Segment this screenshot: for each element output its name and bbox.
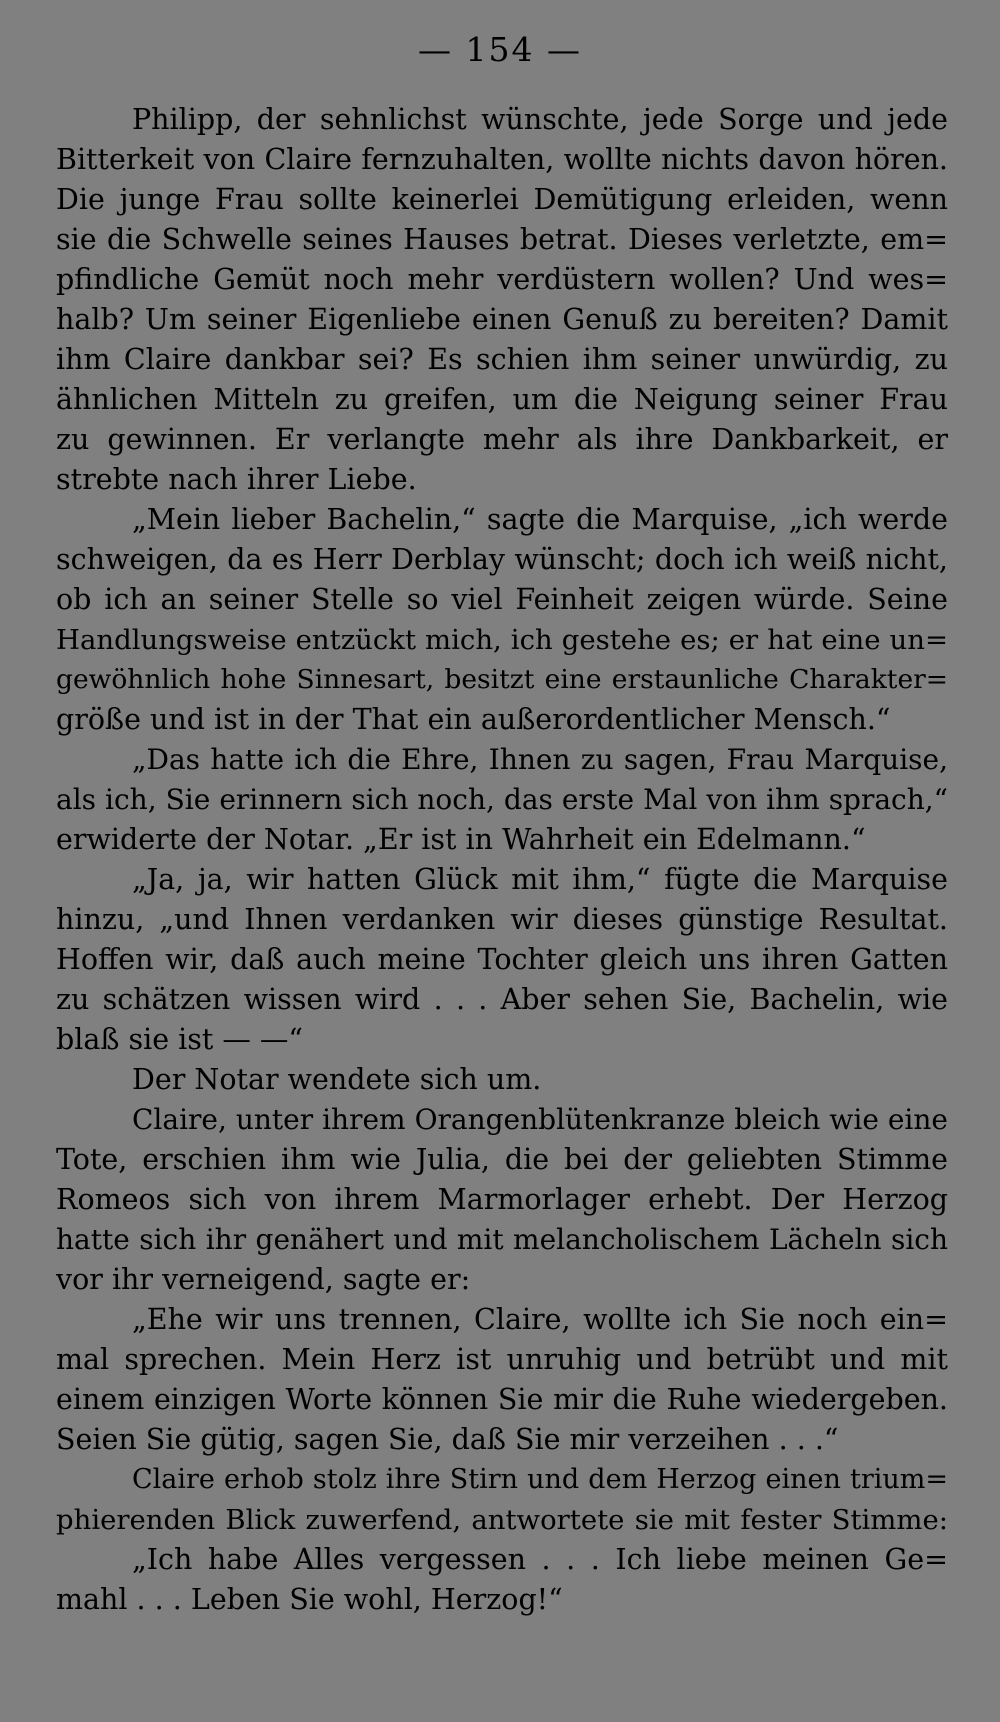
text-line: zu schätzen wissen wird . . . Aber sehen Sie, Bachelin, wie — [56, 983, 948, 1016]
text-line: Bitterkeit von Claire fernzuhalten, wollte nichts davon hören. — [56, 143, 948, 176]
text-line: Der Notar wendete sich um. — [132, 1063, 542, 1096]
text-line: hinzu, „und Ihnen verdanken wir dieses günstige Resultat. — [56, 903, 948, 936]
text-line: gewöhnlich hohe Sinnesart, besitzt eine erstaunliche Charakter= — [56, 664, 948, 695]
text-line: mahl . . . Leben Sie wohl, Herzog!“ — [56, 1583, 563, 1616]
text-line: „Mein lieber Bachelin,“ sagte die Marquise, „ich werde — [132, 503, 948, 536]
text-line: vor ihr verneigend, sagte er: — [56, 1263, 471, 1296]
text-line: „Ich habe Alles vergessen . . . Ich liebe meinen Ge= — [132, 1543, 948, 1576]
text-line: Hoffen wir, daß auch meine Tochter gleich uns ihren Gatten — [56, 943, 948, 976]
text-line: „Ja, ja, wir hatten Glück mit ihm,“ fügte die Marquise — [132, 863, 948, 896]
text-line: halb? Um seiner Eigenliebe einen Genuß zu bereiten? Damit — [56, 303, 948, 336]
page-number: — 154 — — [418, 30, 582, 69]
text-line: phierenden Blick zuwerfend, antwortete sie mit fester Stimme: — [56, 1504, 948, 1536]
text-line: einem einzigen Worte können Sie mir die Ruhe wiedergeben. — [56, 1383, 948, 1416]
text-line: „Ehe wir uns trennen, Claire, wollte ich Sie noch ein= — [132, 1303, 948, 1336]
text-line: ähnlichen Mitteln zu greifen, um die Neigung seiner Frau — [56, 383, 948, 416]
text-line: als ich, Sie erinnern sich noch, das erste Mal von ihm sprach,“ — [56, 783, 948, 816]
text-line: Claire, unter ihrem Orangenblütenkranze bleich wie eine — [132, 1103, 948, 1136]
text-line: mal sprechen. Mein Herz ist unruhig und betrübt und mit — [56, 1343, 948, 1376]
text-line: schweigen, da es Herr Derblay wünscht; doch ich weiß nicht, — [56, 543, 948, 576]
text-line: Claire erhob stolz ihre Stirn und dem Herzog einen trium= — [132, 1464, 948, 1495]
text-line: ihm Claire dankbar sei? Es schien ihm seiner unwürdig, zu — [56, 343, 948, 376]
text-line: ob ich an seiner Stelle so viel Feinheit zeigen würde. Seine — [56, 583, 948, 616]
text-line: größe und ist in der That ein außerordentlicher Mensch.“ — [56, 703, 891, 736]
text-line: Seien Sie gütig, sagen Sie, daß Sie mir verzeihen . . .“ — [56, 1423, 839, 1456]
text-line: Handlungsweise entzückt mich, ich gestehe es; er hat eine un= — [56, 624, 948, 656]
text-line: zu gewinnen. Er verlangte mehr als ihre Dankbarkeit, er — [56, 423, 948, 456]
text-line: sie die Schwelle seines Hauses betrat. Dieses verletzte, em= — [56, 223, 948, 256]
text-line: Romeos sich von ihrem Marmorlager erhebt. Der Herzog — [56, 1183, 948, 1216]
text-line: Philipp, der sehnlichst wünschte, jede Sorge und jede — [132, 103, 948, 136]
text-line: erwiderte der Notar. „Er ist in Wahrheit ein Edelmann.“ — [56, 823, 866, 856]
body-text — [56, 100, 948, 1620]
text-line: Die junge Frau sollte keinerlei Demütigung erleiden, wenn — [56, 183, 948, 216]
text-line: blaß sie ist — —“ — [56, 1023, 303, 1056]
text-line: pfindliche Gemüt noch mehr verdüstern wollen? Und wes= — [56, 263, 948, 296]
text-line: hatte sich ihr genähert und mit melancholischem Lächeln sich — [56, 1223, 948, 1256]
text-line: strebte nach ihrer Liebe. — [56, 463, 417, 496]
text-line: Tote, erschien ihm wie Julia, die bei der geliebten Stimme — [56, 1143, 948, 1176]
text-line: „Das hatte ich die Ehre, Ihnen zu sagen, Frau Marquise, — [132, 743, 948, 776]
